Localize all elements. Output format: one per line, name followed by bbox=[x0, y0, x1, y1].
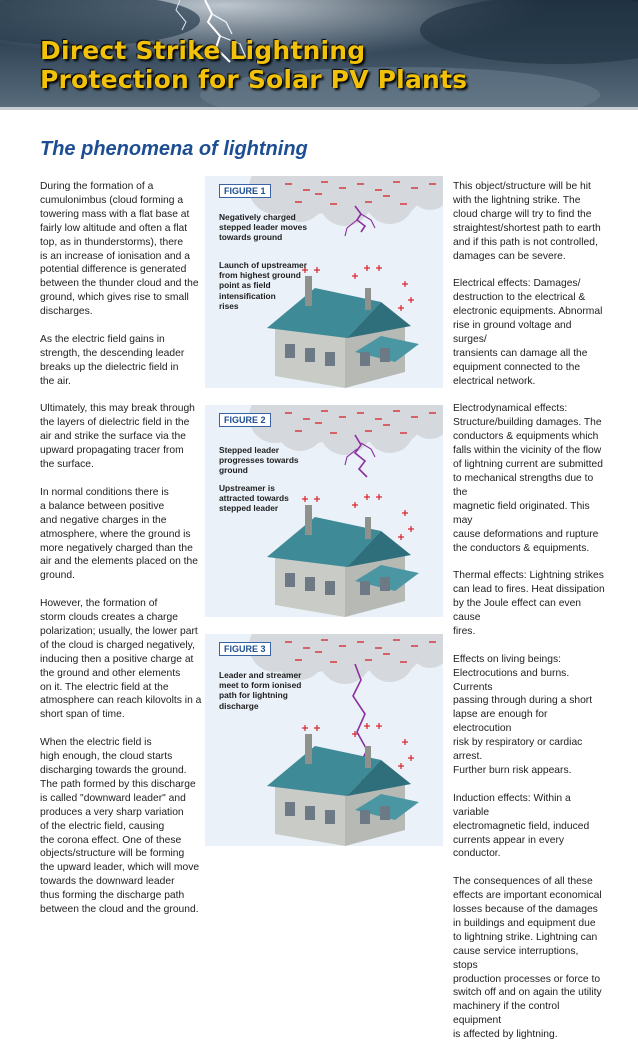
window bbox=[360, 581, 370, 595]
chimney bbox=[305, 734, 312, 764]
chimney bbox=[365, 517, 371, 539]
page-title bbox=[40, 36, 467, 94]
window bbox=[380, 577, 390, 591]
paragraph: Ultimately, this may break through the layers of dielectric field in the air and strike the surface via the upward propagating tracer from the surface. bbox=[40, 403, 195, 471]
window bbox=[325, 810, 335, 824]
window bbox=[360, 352, 370, 366]
figure-label: FIGURE 3 bbox=[219, 642, 271, 656]
left-text-column bbox=[40, 180, 202, 931]
figure-1 bbox=[205, 176, 443, 388]
lightning-stage-illustration bbox=[205, 634, 443, 846]
figure-2 bbox=[205, 405, 443, 617]
title-line-1: Direct Strike Lightning bbox=[40, 36, 366, 65]
paragraph: During the formation of a cumulonimbus (cloud forming a towering mass with a flat base at fairly low altitude and often a flat top, as in thunderstorms), there is an increase of ionisation and a potential difference is generated between the thunder cloud and the ground, which gives rise to small discharges. bbox=[40, 181, 199, 318]
figure-label: FIGURE 2 bbox=[219, 413, 271, 427]
window bbox=[325, 352, 335, 366]
window bbox=[305, 348, 315, 362]
chimney bbox=[365, 746, 371, 768]
window bbox=[305, 806, 315, 820]
chimney bbox=[365, 288, 371, 310]
figure-caption: Negatively charged stepped leader moves towards ground bbox=[219, 212, 307, 243]
window bbox=[360, 810, 370, 824]
figure-caption: Leader and streamer meet to form ionised path for lightning discharge bbox=[219, 670, 302, 711]
paragraph: As the electric field gains in strength, the descending leader breaks up the dielectric field in the air. bbox=[40, 333, 185, 387]
figure-caption: Launch of upstreamer from highest ground point as field intensification rises bbox=[219, 260, 307, 311]
window bbox=[285, 344, 295, 358]
paragraph: Effects on living beings: Electrocutions and burns. Currents passing through during a short lapse are enough for electrocution risk by respiratory or cardiac arrest. Further burn risk appears. bbox=[453, 653, 593, 776]
section-heading: The phenomena of lightning bbox=[40, 138, 308, 160]
paragraph: Electrical effects: Damages/ destruction to the electrical & electronic equipments. Abnormal rise in ground voltage and surges/ transients can damage all the equipment connected to the electrical network. bbox=[453, 278, 603, 387]
window bbox=[305, 577, 315, 591]
paragraph: Electrodynamical effects: Structure/building damages. The conductors & equipments which falls within the vicinity of the flow of lightning current are submitted to mechanical strengths due to the magnetic field originated. This may cause deformations and rupture the conductors & equipments. bbox=[453, 403, 603, 554]
figure-label: FIGURE 1 bbox=[219, 184, 271, 198]
paragraph: The consequences of all these effects are important economical losses because of the damages in buildings and equipment due to lightning strike. Lightning can cause service interruptions, stops production processes or force to switch off and on again the utility machinery if the control equipment is affected by lightning. bbox=[453, 876, 602, 1041]
window bbox=[380, 806, 390, 820]
figure-caption: Upstreamer is attracted towards stepped leader bbox=[219, 483, 289, 514]
window bbox=[325, 581, 335, 595]
paragraph: Thermal effects: Lightning strikes can lead to fires. Heat dissipation by the Joule effect can even cause fires. bbox=[453, 570, 605, 637]
paragraph: This object/structure will be hit with the lightning strike. The cloud charge will try to find the straightest/shortest path to earth and if this path is not controlled, damages can be severe. bbox=[453, 181, 601, 262]
right-text-column bbox=[453, 180, 605, 1056]
window bbox=[285, 573, 295, 587]
figure-3 bbox=[205, 634, 443, 846]
header-banner bbox=[0, 0, 638, 108]
chimney bbox=[305, 505, 312, 535]
paragraph: When the electric field is high enough, the cloud starts discharging towards the ground. The path formed by this discharge is called "downward leader" and produces a very sharp variation of the electric field, causing the corona effect. One of these objects/structure will be forming the upward leader, which will move towards the downward leader thus forming the discharge path between the cloud and the ground. bbox=[40, 737, 200, 916]
paragraph: However, the formation of storm clouds creates a charge polarization; usually, the lower part of the cloud is charged negatively, inducing then a positive charge at the ground and other elements on it. The electric field at the atmosphere can reach kilovolts in a short span of time. bbox=[40, 598, 202, 721]
figure-caption: Stepped leader progresses towards ground bbox=[219, 445, 299, 476]
title-line-2: Protection for Solar PV Plants bbox=[40, 65, 468, 94]
paragraph: Induction effects: Within a variable electromagnetic field, induced currents appear in every conductor. bbox=[453, 792, 590, 860]
window bbox=[285, 802, 295, 816]
banner-divider bbox=[0, 107, 638, 110]
window bbox=[380, 348, 390, 362]
paragraph: In normal conditions there is a balance between positive and negative charges in the atmosphere, where the ground is more negatively charged than the air and the elements placed on the ground. bbox=[40, 486, 198, 582]
